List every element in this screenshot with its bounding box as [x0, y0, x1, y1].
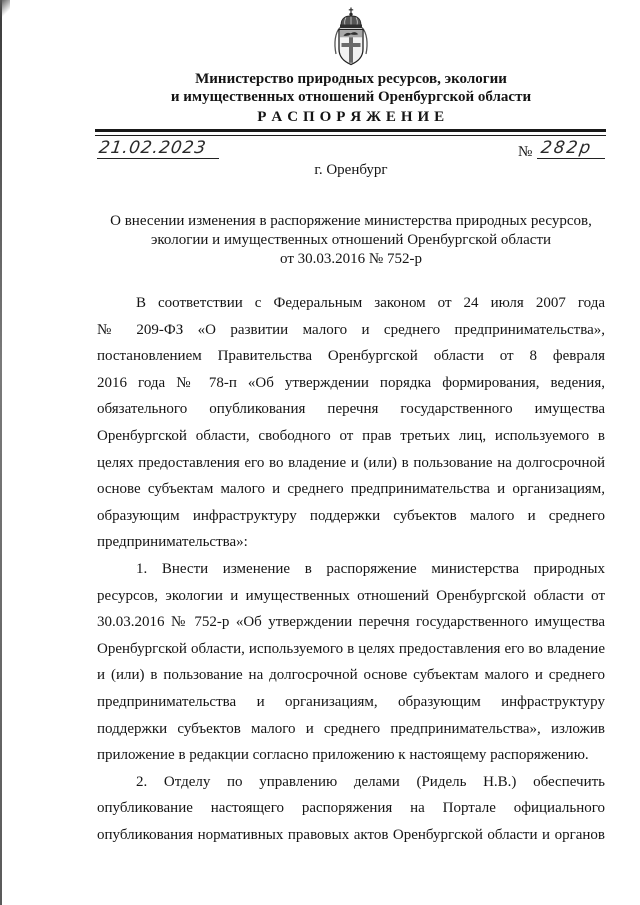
body-line: № 209-ФЗ «О развитии малого и среднего предпринимательства», — [97, 321, 605, 338]
header-double-rule — [95, 129, 606, 136]
body-line: В соответствии с Федеральным законом от 24 июля 2007 года — [136, 295, 605, 311]
document-body — [97, 290, 605, 848]
title-line: экологии и имущественных отношений Оренбургской области — [150, 232, 552, 248]
body-line: поддержки субъектов малого и среднего предпринимательства», изложив — [97, 720, 605, 737]
ministry-header — [97, 70, 605, 106]
paragraph-item-2 — [97, 769, 605, 849]
body-line: обязательного опубликования перечня государственного имущества — [97, 401, 605, 418]
body-line: 30.03.2016 № 752-р «Об утверждении перечня государственного имущества — [97, 614, 605, 631]
number-sign: № — [518, 144, 533, 160]
body-line: 2. Отделу по управлению делами (Ридель Н.В.) обеспечить — [136, 773, 605, 790]
body-line: Оренбургской области, свободного от прав третьих лиц, используемого в — [97, 427, 605, 444]
document-type-heading: Р А С П О Р Я Ж Е Н И Е — [257, 109, 445, 125]
body-line: опубликование настоящего распоряжения на Портале официального — [97, 800, 605, 817]
title-line: О внесении изменения в распоряжение министерства природных ресурсов, — [110, 213, 592, 229]
body-line: ресурсов, экологии и имущественных отношений Оренбургской области от — [97, 587, 605, 604]
paragraph-preamble — [97, 290, 605, 556]
body-line: предпринимательства и организациям, образующим инфраструктуру — [97, 693, 605, 710]
number-field — [537, 138, 605, 159]
ministry-name-line-1: Министерство природных ресурсов, экологии — [195, 71, 507, 87]
body-line: и (или) в пользование на долгосрочной основе субъектам малого и среднего — [97, 667, 605, 684]
document-title — [97, 212, 605, 269]
body-line: 1. Внести изменение в распоряжение министерства природных — [136, 560, 605, 577]
date-field — [97, 138, 219, 159]
body-line: 2016 года № 78-п «Об утверждении порядка формирования, ведения, — [97, 374, 605, 391]
coat-of-arms-icon — [329, 7, 373, 67]
paragraph-item-1 — [97, 556, 605, 769]
body-line: постановлением Правительства Оренбургской области от 8 февраля — [97, 348, 605, 365]
handwritten-number: 282р — [539, 138, 594, 158]
ministry-name-line-2: и имущественных отношений Оренбургской области — [170, 89, 532, 105]
body-line: приложение в редакции согласно приложению к настоящему распоряжению. — [97, 747, 589, 764]
body-line: предпринимательства»: — [97, 534, 248, 551]
body-line: образующим инфраструктуру поддержки субъектов малого и среднего — [97, 507, 605, 524]
title-line: от 30.03.2016 № 752-р — [280, 251, 422, 267]
scan-corner — [0, 0, 10, 18]
body-line: Оренбургской области, используемого в целях предоставления его во владение — [97, 640, 605, 657]
body-line: целях предоставления его во владение и (или) в пользование на долгосрочной — [97, 454, 605, 471]
body-line: основе субъектам малого и среднего предпринимательства и организациям, — [97, 481, 605, 498]
body-line: опубликования нормативных правовых актов Оренбургской области и органов — [97, 826, 605, 843]
city-label: г. Оренбург — [314, 162, 388, 178]
scan-edge — [0, 0, 2, 905]
handwritten-date: 21.02.2023 — [97, 138, 208, 158]
